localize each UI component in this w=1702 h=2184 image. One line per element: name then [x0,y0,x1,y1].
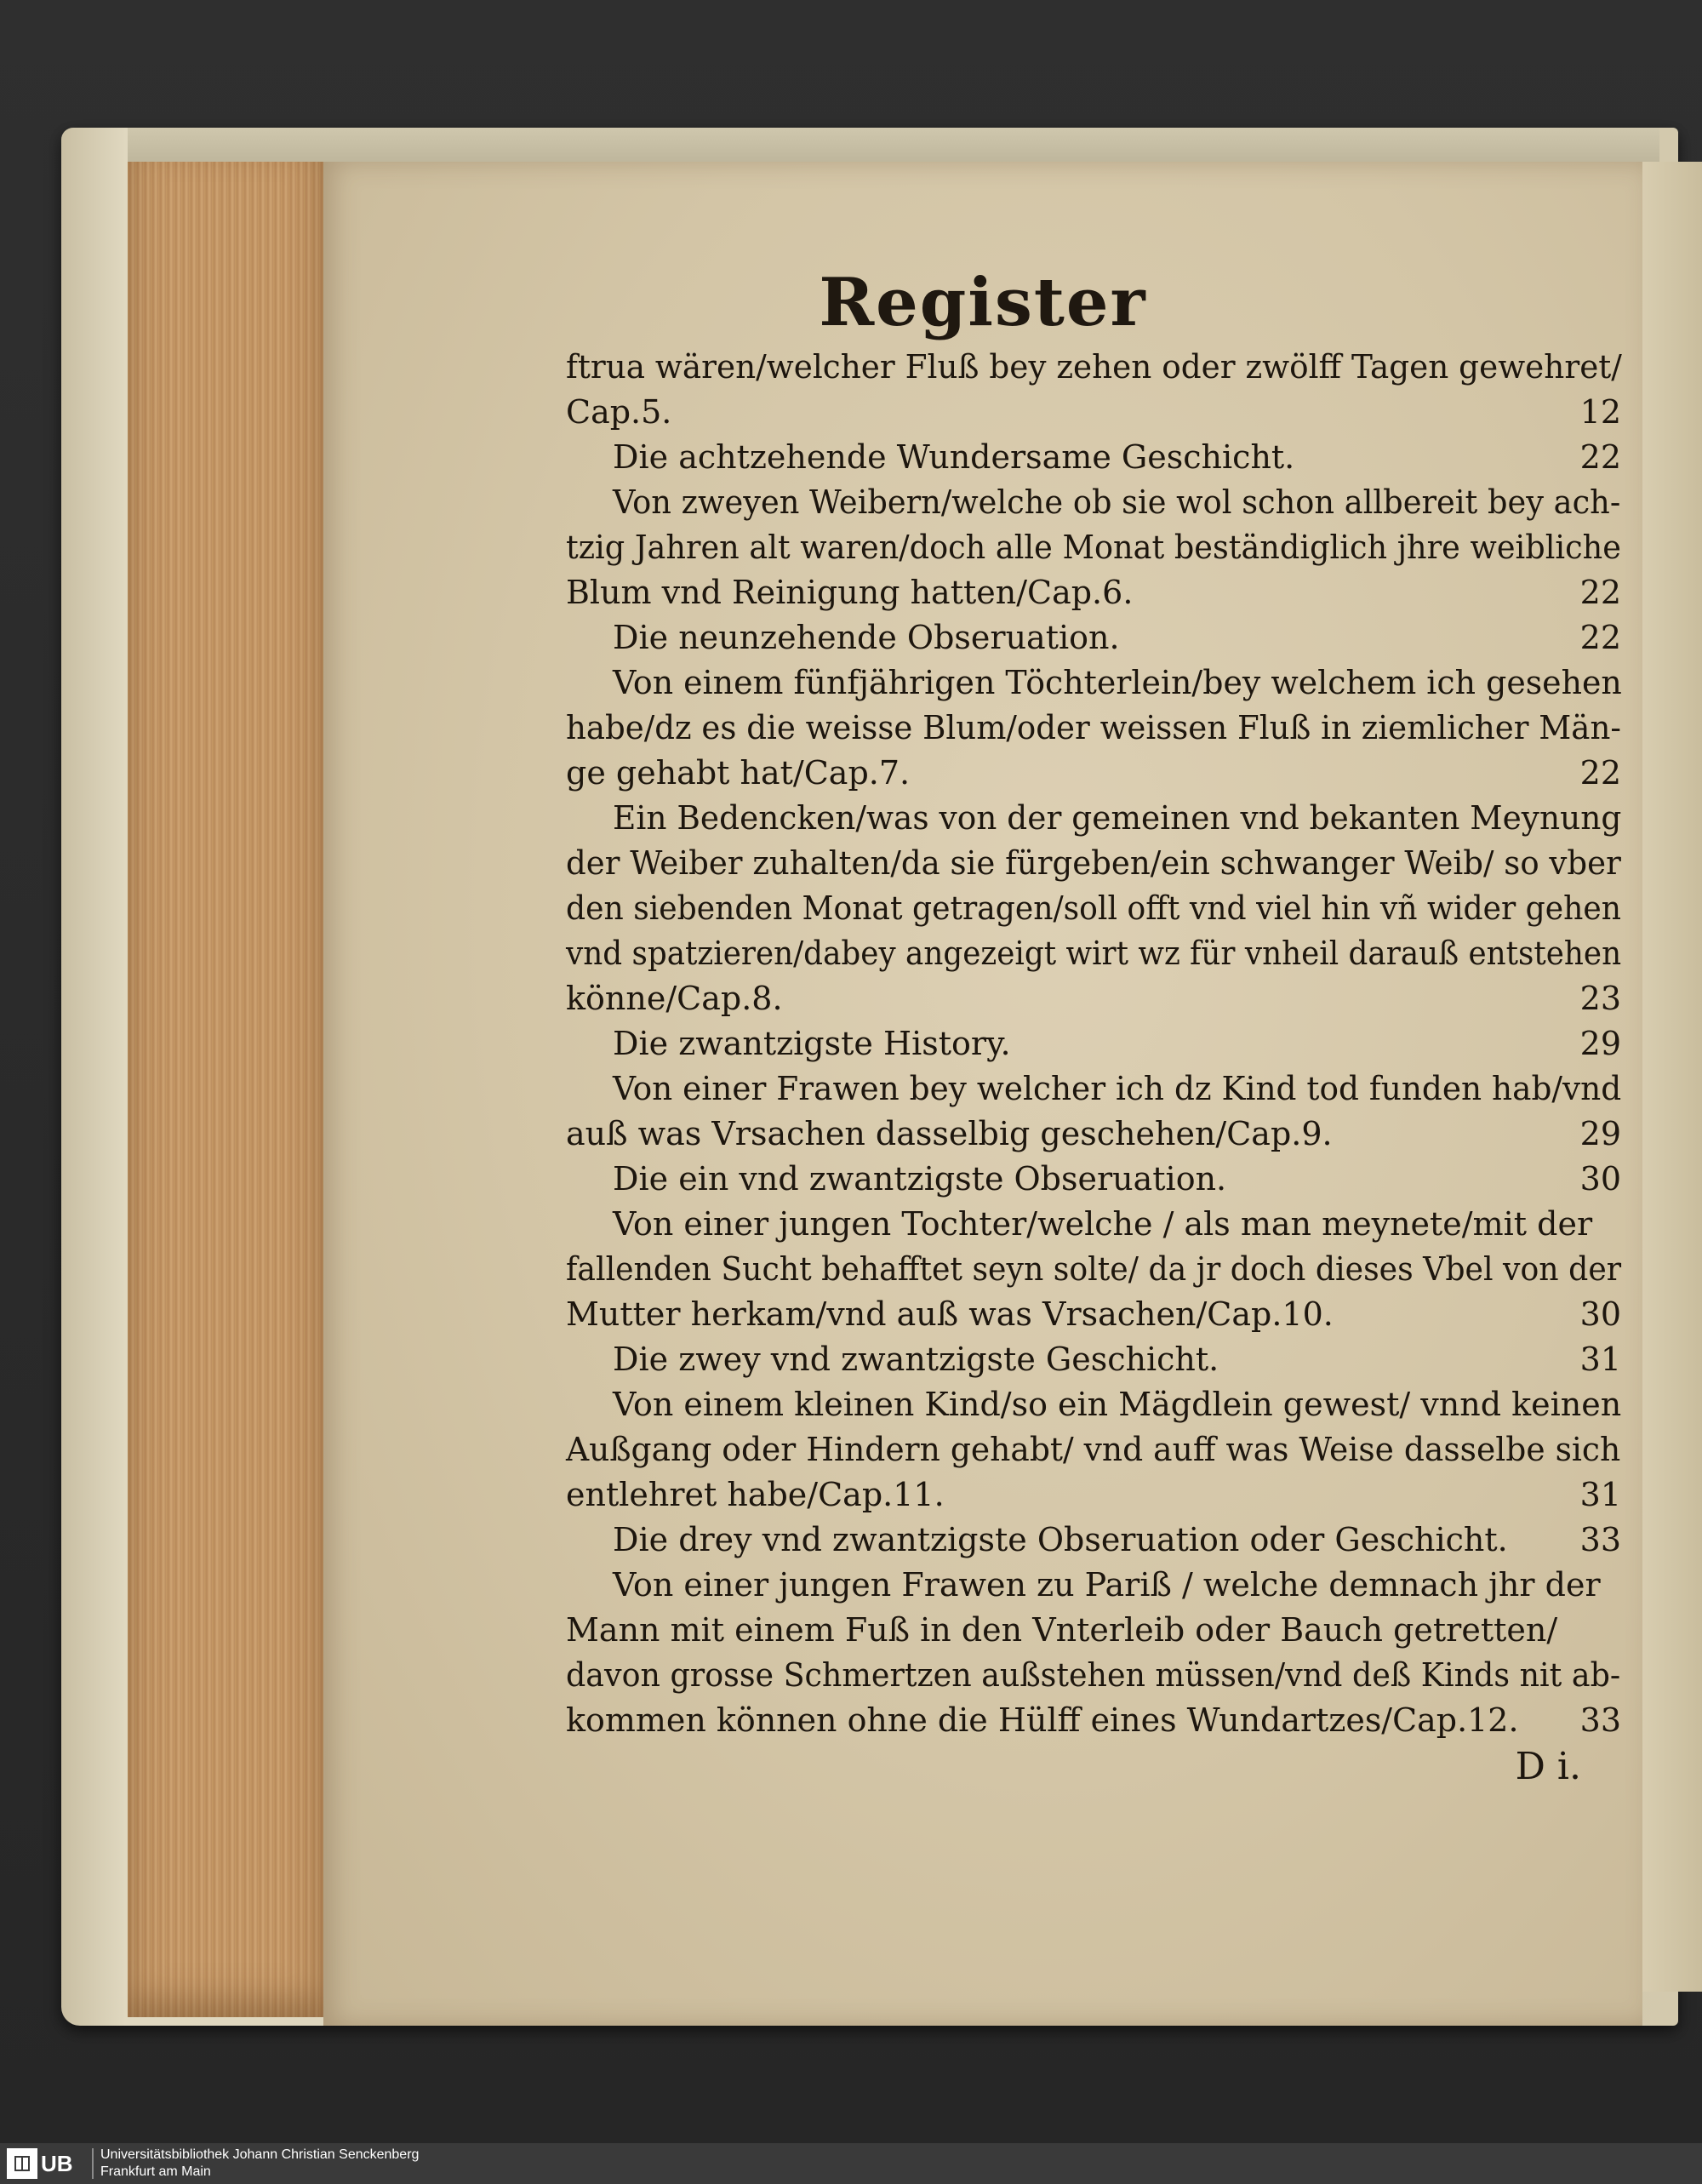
entry-text: Von einer Frawen bey welcher ich dz Kind tod funden hab/vnd [613,1070,1622,1107]
entry-text: Von einem fünfjährigen Töchterlein/bey welchem ich gesehen [613,664,1622,701]
library-name-line2: Frankfurt am Main [100,2164,211,2179]
register-entry-line [566,1382,1621,1427]
entry-text: Die achtzehende Wundersame Geschicht. [613,438,1295,476]
entry-page-number: 30 [1579,1160,1621,1198]
entry-text: Blum vnd Reinigung hatten/Cap.6. [566,574,1134,611]
register-entries [566,345,1621,1743]
entry-page-number: 22 [1579,619,1621,656]
register-entry-line [566,1472,1621,1518]
entry-text: Mutter herkam/vnd auß was Vrsachen/Cap.10. [566,1295,1334,1333]
entry-text: Von zweyen Weibern/welche ob sie wol schon allbereit bey ach- [613,483,1621,521]
footer-bar [0,2143,1702,2184]
register-entry-line [566,976,1621,1021]
signature-mark: D i. [1515,1745,1581,1788]
entry-text: Ein Bedencken/was von der gemeinen vnd bekanten Meynung [613,799,1622,837]
next-page-sliver [1642,162,1702,1992]
register-entry-line [566,1112,1621,1157]
register-entry-line [566,1292,1621,1337]
register-entry-line [566,1337,1621,1382]
entry-page-number: 29 [1579,1115,1621,1152]
register-entry-line [566,751,1621,796]
entry-text: Cap.5. [566,393,672,431]
entry-text: vnd spatzieren/dabey angezeigt wirt wz für vnheil darauß entstehen [566,935,1622,972]
entry-page-number: 22 [1579,754,1621,792]
entry-text: entlehret habe/Cap.11. [566,1476,945,1513]
register-entry-line [566,1608,1621,1653]
entry-text: habe/dz es die weisse Blum/oder weissen Fluß in ziemlicher Män- [566,709,1621,746]
register-entry-line [566,1427,1621,1472]
entry-text: Die drey vnd zwantzigste Obseruation oder Geschicht. [613,1521,1508,1558]
entry-text: Von einer jungen Frawen zu Pariß / welche demnach jhr der [613,1566,1601,1604]
entry-text: Die zwey vnd zwantzigste Geschicht. [613,1341,1219,1378]
entry-page-number: 12 [1579,393,1621,431]
register-entry-line [566,435,1621,480]
entry-text: tzig Jahren alt waren/doch alle Monat beständiglich jhre weibliche [566,529,1621,566]
entry-page-number: 29 [1579,1025,1621,1062]
register-entry-line [566,660,1621,706]
page-heading: Register [819,264,1147,341]
register-entry-line [566,1202,1621,1247]
entry-text: Von einem kleinen Kind/so ein Mägdlein gewest/ vnnd keinen [613,1386,1622,1423]
entry-text: den siebenden Monat getragen/soll offt vnd viel hin vñ wider gehen [566,889,1622,927]
entry-text: Die neunzehende Obseruation. [613,619,1120,656]
entry-page-number: 22 [1579,438,1621,476]
entry-text: Die ein vnd zwantzigste Obseruation. [613,1160,1227,1198]
entry-text: der Weiber zuhalten/da sie fürgeben/ein schwanger Weib/ so vber [566,844,1621,882]
register-entry-line [566,1563,1621,1608]
entry-text: Außgang oder Hindern gehabt/ vnd auff was Weise dasselbe sich [566,1431,1621,1468]
book-icon [13,2154,31,2173]
entry-page-number: 31 [1579,1476,1621,1513]
register-entry-line [566,1247,1621,1292]
entry-page-number: 22 [1579,574,1621,611]
page-block-edges [128,162,327,2017]
register-page [323,162,1642,2026]
register-entry-line [566,931,1621,976]
register-entry-line [566,1653,1621,1698]
library-name-line1: Universitätsbibliothek Johann Christian Senckenberg [100,2147,420,2162]
library-logo-text: UB [41,2150,73,2176]
entry-text: Von einer jungen Tochter/welche / als man meynete/mit der [613,1205,1593,1243]
entry-page-number: 33 [1579,1521,1621,1558]
library-logo-icon [7,2148,37,2179]
register-entry-line [566,1518,1621,1563]
library-name [100,2147,419,2181]
register-entry-line [566,796,1621,841]
register-entry-line [566,1066,1621,1112]
register-entry-line [566,525,1621,570]
register-entry-line [566,706,1621,751]
entry-page-number: 23 [1579,980,1621,1017]
entry-text: kommen können ohne die Hülff eines Wundartzes/Cap.12. [566,1701,1519,1739]
entry-text: ge gehabt hat/Cap.7. [566,754,911,792]
register-entry-line [566,841,1621,886]
register-entry-line [566,480,1621,525]
entry-text: ftrua wären/welcher Fluß bey zehen oder zwölff Tagen gewehret/ [566,348,1622,386]
entry-text: auß was Vrsachen dasselbig geschehen/Cap.9. [566,1115,1333,1152]
register-entry-line [566,1157,1621,1202]
register-entry-line [566,390,1621,435]
entry-text: könne/Cap.8. [566,980,783,1017]
register-entry-line [566,570,1621,615]
register-entry-line [566,345,1621,390]
register-entry-line [566,615,1621,660]
register-entry-line [566,886,1621,931]
entry-text: fallenden Sucht behafftet seyn solte/ da jr doch dieses Vbel von der [566,1250,1622,1288]
entry-page-number: 30 [1579,1295,1621,1333]
library-logo[interactable] [7,2148,92,2179]
entry-page-number: 31 [1579,1341,1621,1378]
entry-page-number: 33 [1579,1701,1621,1739]
register-entry-line [566,1021,1621,1066]
entry-text: Die zwantzigste History. [613,1025,1011,1062]
register-entry-line [566,1698,1621,1743]
footer-divider [92,2148,94,2179]
entry-text: davon grosse Schmertzen außstehen müssen/vnd deß Kinds nit ab- [566,1656,1621,1694]
entry-text: Mann mit einem Fuß in den Vnterleib oder Bauch getretten/ [566,1611,1558,1649]
